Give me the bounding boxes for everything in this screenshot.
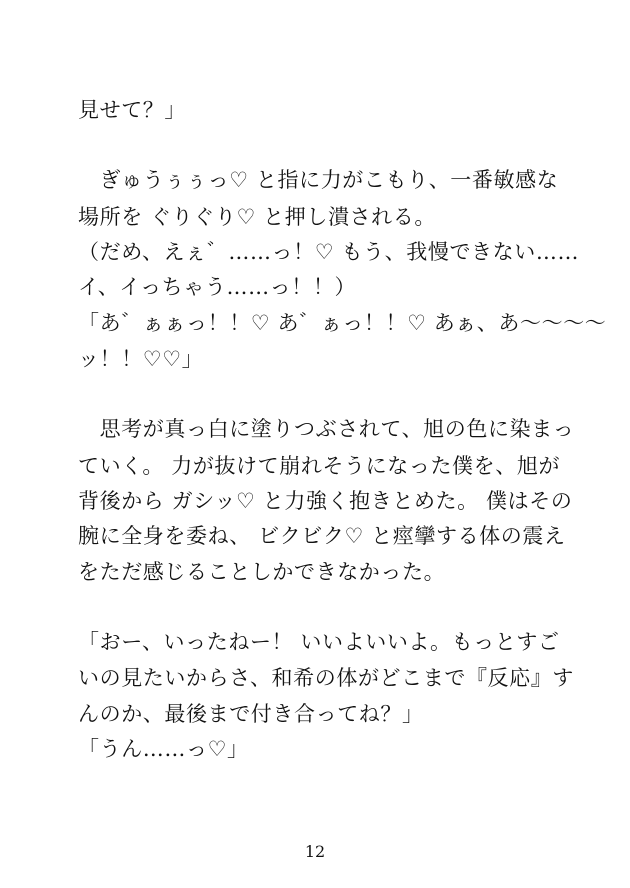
text-line: 「おー、いったねー！ いいよいいよ。もっとすご [78, 630, 560, 654]
text-line: 見せて？」 [78, 98, 186, 122]
text-line: イ、イっちゃう……っ！！） [78, 275, 357, 299]
text-line: 「うん……っ♡」 [78, 737, 249, 761]
text-line: 背後から ガシッ♡ と力強く抱きとめた。 僕はその [78, 489, 573, 513]
text-line: ッ！！♡♡」 [78, 347, 204, 371]
text-line: 場所を ぐりぐり♡ と押し潰される。 [78, 205, 436, 229]
text-line: 腕に全身を委ね、 ビクビク♡ と痙攣する体の震え [78, 524, 566, 548]
text-line: いの見たいからさ、和希の体がどこまで『反応』す [78, 666, 574, 690]
text-line: （だめ、えぇ゛……っ！♡ もう、我慢できない…… [78, 240, 580, 264]
text-line: んのか、最後まで付き合ってね？」 [78, 702, 424, 726]
text-line: をただ感じることしかできなかった。 [78, 560, 446, 584]
text-line: ていく。 力が抜けて崩れそうになった僕を、旭が [78, 454, 561, 478]
text-line: 「あ゛ぁぁっ！！♡ あ゛ぁっ！！♡ あぁ、あ〜〜〜〜 [78, 311, 607, 335]
text-line: ぎゅうぅぅっ♡ と指に力がこもり、一番敏感な [78, 168, 559, 192]
text-line: 思考が真っ白に塗りつぶされて、旭の色に染まっ [78, 417, 575, 441]
page-number: 12 [304, 842, 326, 861]
